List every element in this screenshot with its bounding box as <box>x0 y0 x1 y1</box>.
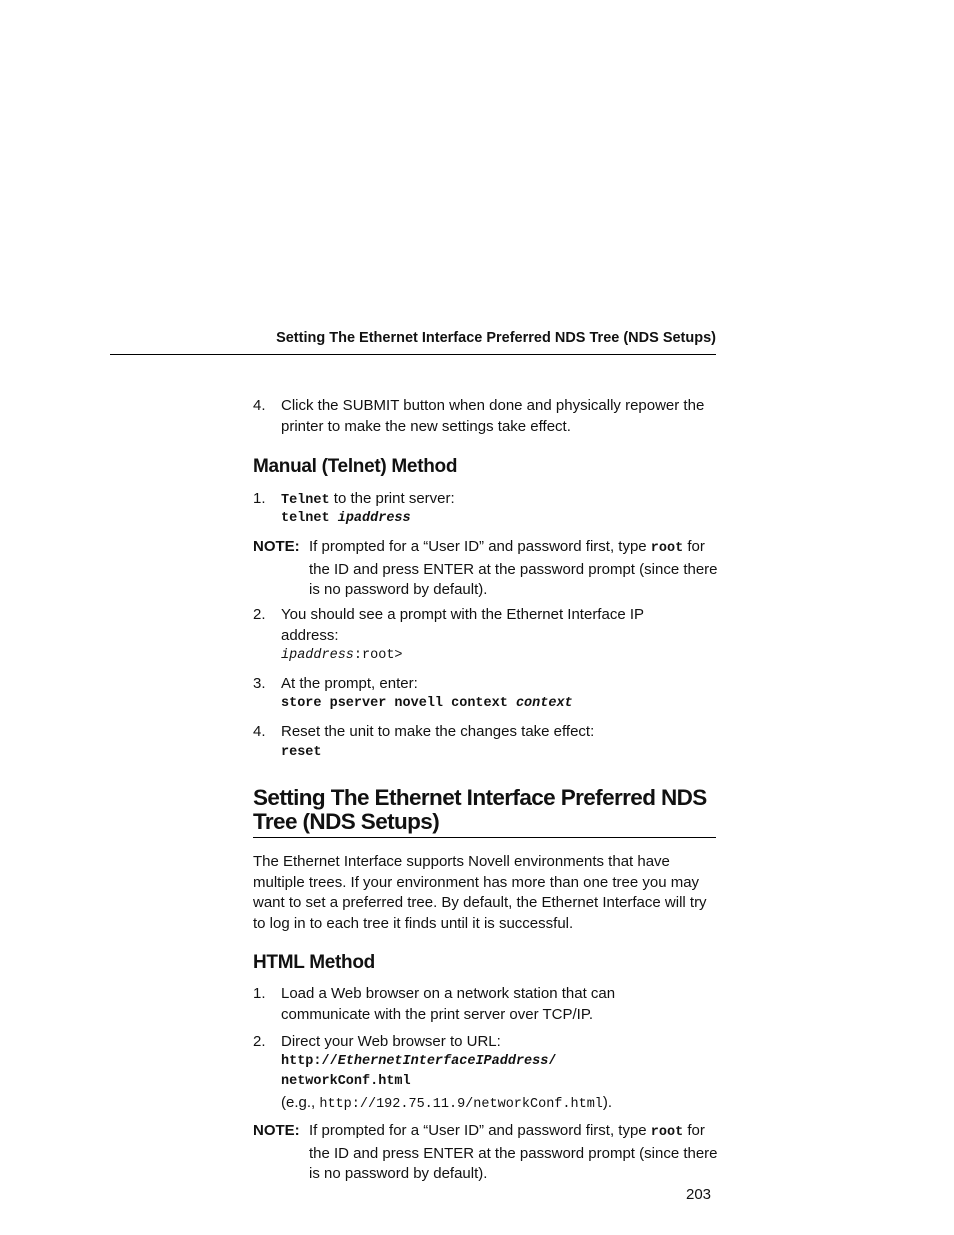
step-text: Reset the unit to make the changes take effect: <box>281 723 595 740</box>
code-part: :root> <box>353 648 403 663</box>
running-header: Setting The Ethernet Interface Preferred NDS Tree (NDS Setups) <box>276 330 716 346</box>
note-label: NOTE: <box>253 538 300 555</box>
note-text-part: If prompted for a “User ID” and password first, type <box>309 1122 651 1139</box>
url-line <box>281 1052 556 1072</box>
heading-rule <box>253 837 716 838</box>
example-text: (e.g., <box>281 1094 320 1111</box>
url-part: / <box>548 1054 557 1069</box>
step-number: 2. <box>253 1033 266 1050</box>
code-part: telnet <box>281 511 338 526</box>
example-text: ). <box>602 1094 613 1111</box>
step-number: 2. <box>253 606 266 623</box>
step-text: You should see a prompt with the Ethernet Interface IP address: <box>281 606 644 644</box>
url-line: networkConf.html <box>281 1074 411 1089</box>
code-line: reset <box>281 745 322 760</box>
url-part: http:// <box>281 1054 338 1069</box>
step-text-part: to the print server: <box>329 490 455 507</box>
main-heading-line: Tree (NDS Setups) <box>253 809 440 834</box>
header-rule <box>110 354 716 355</box>
step-text: Direct your Web browser to URL: <box>281 1033 501 1050</box>
example-line <box>281 1093 721 1116</box>
note-text-part: for the ID and press ENTER at the password prompt (since there is no password by default). <box>309 538 718 598</box>
step-number: 4. <box>253 397 266 414</box>
step-number: 1. <box>253 490 266 507</box>
note-code: root <box>650 1125 684 1140</box>
step-number: 4. <box>253 723 266 740</box>
note-code: root <box>650 541 684 556</box>
code-part: store pserver novell context <box>281 696 516 711</box>
main-heading <box>253 786 723 834</box>
step-text: Click the SUBMIT button when done and physically repower the printer to make the new settings take effect. <box>281 397 705 435</box>
code-line <box>281 646 403 666</box>
note-text-part: for the ID and press ENTER at the password prompt (since there is no password by default). <box>309 1122 718 1182</box>
main-heading-line: Setting The Ethernet Interface Preferred NDS <box>253 785 707 810</box>
step-text: At the prompt, enter: <box>281 675 418 692</box>
code-line <box>281 509 411 529</box>
code-variable: ipaddress <box>281 648 354 663</box>
note-text <box>309 537 719 601</box>
section-heading-manual: Manual (Telnet) Method <box>253 456 458 477</box>
note-text-part: If prompted for a “User ID” and password first, type <box>309 538 651 555</box>
step-number: 1. <box>253 985 266 1002</box>
step-number: 3. <box>253 675 266 692</box>
example-url: http://192.75.11.9/networkConf.html <box>319 1097 603 1112</box>
step-text: Load a Web browser on a network station that can communicate with the print server over TCP/IP. <box>281 985 616 1023</box>
code-variable: context <box>515 696 573 711</box>
intro-paragraph: The Ethernet Interface supports Novell environments that have multiple trees. If your environment has more than one tree you may want to set a preferred tree. By default, the Ethernet Interface will try to log in to each tree it finds until it is successful. <box>253 853 707 932</box>
note-label: NOTE: <box>253 1122 300 1139</box>
note-text <box>309 1121 719 1185</box>
section-heading-html: HTML Method <box>253 952 375 973</box>
code-line <box>281 694 573 714</box>
code-variable: ipaddress <box>337 511 411 526</box>
url-variable: EthernetInterfaceIPaddress <box>337 1054 549 1069</box>
telnet-command: Telnet <box>281 493 330 508</box>
page-number: 203 <box>686 1186 712 1203</box>
